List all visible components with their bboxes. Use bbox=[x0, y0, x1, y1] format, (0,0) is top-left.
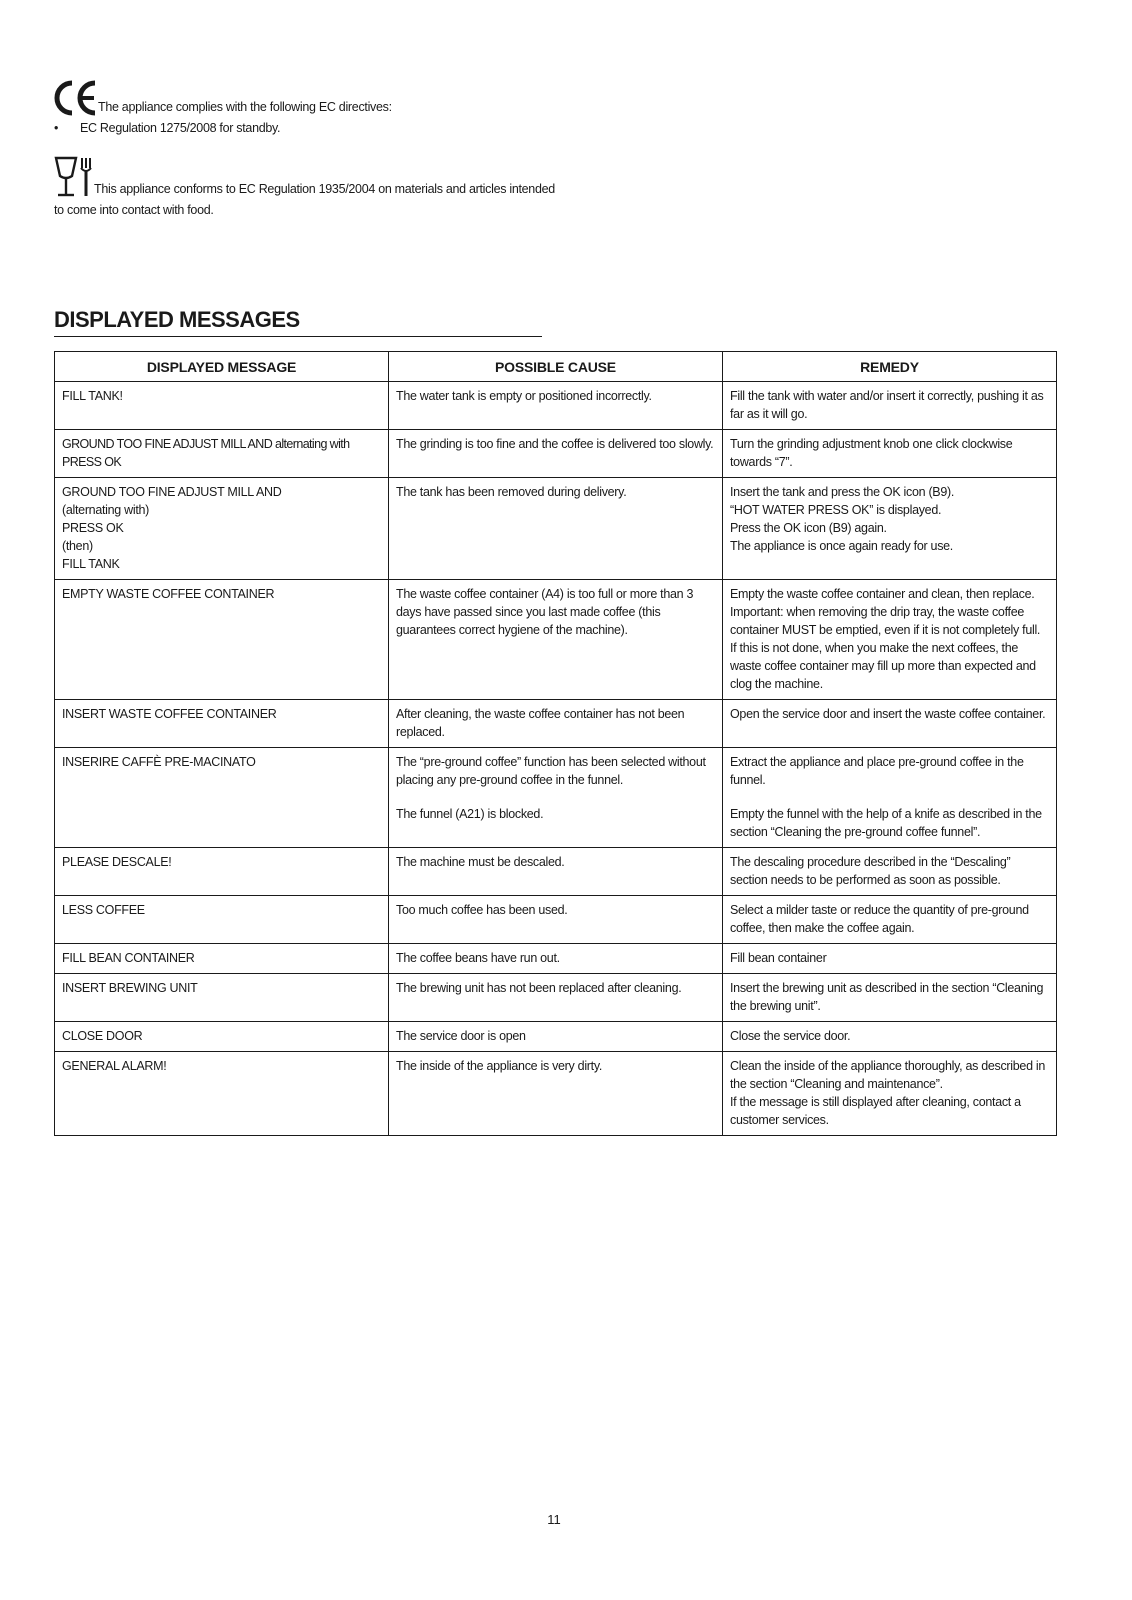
table-row bbox=[55, 848, 1057, 896]
table-row bbox=[55, 1052, 1057, 1136]
remedy-cell: Empty the waste coffee container and clean, then replace. Important: when removing the drip tray, the waste coffee container MUST be emptied, even if it is not completely full. If this is not done, when you make the next coffees, the waste coffee container may fill up more than expected and clog the machine. bbox=[723, 580, 1057, 700]
message-cell: INSERIRE CAFFÈ PRE-MACINATO bbox=[55, 748, 389, 848]
remedy-cell: Fill the tank with water and/or insert it correctly, pushing it as far as it will go. bbox=[723, 382, 1057, 430]
cause-cell: Too much coffee has been used. bbox=[389, 896, 723, 944]
message-cell: LESS COFFEE bbox=[55, 896, 389, 944]
table-row bbox=[55, 580, 1057, 700]
remedy-text-secondary: Empty the funnel with the help of a knife as described in the section “Cleaning the pre-ground coffee funnel”. bbox=[730, 807, 1042, 839]
remedy-cell: Fill bean container bbox=[723, 944, 1057, 974]
remedy-cell: Select a milder taste or reduce the quantity of pre-ground coffee, then make the coffee again. bbox=[723, 896, 1057, 944]
message-cell: FILL TANK! bbox=[55, 382, 389, 430]
cause-cell: The coffee beans have run out. bbox=[389, 944, 723, 974]
remedy-cell bbox=[723, 748, 1057, 848]
ce-mark-icon bbox=[54, 80, 98, 116]
section-title: DISPLAYED MESSAGES bbox=[54, 306, 542, 337]
food-text-line1: This appliance conforms to EC Regulation 1935/2004 on materials and articles intended bbox=[94, 182, 555, 196]
cause-cell bbox=[389, 748, 723, 848]
message-cell: GROUND TOO FINE ADJUST MILL AND alternating with PRESS OK bbox=[55, 430, 389, 478]
remedy-text: Extract the appliance and place pre-ground coffee in the funnel. bbox=[730, 755, 1024, 787]
table-row bbox=[55, 896, 1057, 944]
cause-cell: The grinding is too fine and the coffee is delivered too slowly. bbox=[389, 430, 723, 478]
table-row bbox=[55, 430, 1057, 478]
ce-bullet-item bbox=[54, 120, 754, 136]
table-row bbox=[55, 944, 1057, 974]
remedy-cell: The descaling procedure described in the “Descaling” section needs to be performed as soon as possible. bbox=[723, 848, 1057, 896]
displayed-messages-table bbox=[54, 351, 1057, 1136]
table-row bbox=[55, 748, 1057, 848]
cause-text-secondary: The funnel (A21) is blocked. bbox=[396, 807, 544, 821]
cause-cell: After cleaning, the waste coffee container has not been replaced. bbox=[389, 700, 723, 748]
table-row bbox=[55, 382, 1057, 430]
food-contact-notice bbox=[54, 154, 754, 218]
message-cell: EMPTY WASTE COFFEE CONTAINER bbox=[55, 580, 389, 700]
cause-text: The “pre-ground coffee” function has been selected without placing any pre-ground coffee in the funnel. bbox=[396, 755, 706, 787]
bullet-dot: • bbox=[54, 121, 59, 135]
table-header-row bbox=[55, 352, 1057, 382]
food-text-line2: to come into contact with food. bbox=[54, 203, 214, 217]
table-row bbox=[55, 1022, 1057, 1052]
message-cell: PLEASE DESCALE! bbox=[55, 848, 389, 896]
remedy-cell: Clean the inside of the appliance thoroughly, as described in the section “Cleaning and maintenance”. If the message is still displayed after cleaning, contact a customer services. bbox=[723, 1052, 1057, 1136]
message-cell: INSERT WASTE COFFEE CONTAINER bbox=[55, 700, 389, 748]
message-cell: CLOSE DOOR bbox=[55, 1022, 389, 1052]
cause-cell: The inside of the appliance is very dirty. bbox=[389, 1052, 723, 1136]
ce-bullet-text: EC Regulation 1275/2008 for standby. bbox=[80, 121, 281, 135]
remedy-cell: Insert the brewing unit as described in the section “Cleaning the brewing unit”. bbox=[723, 974, 1057, 1022]
cause-cell: The service door is open bbox=[389, 1022, 723, 1052]
table-row bbox=[55, 700, 1057, 748]
header-displayed-message: DISPLAYED MESSAGE bbox=[55, 352, 389, 382]
cause-cell: The machine must be descaled. bbox=[389, 848, 723, 896]
cause-cell: The brewing unit has not been replaced after cleaning. bbox=[389, 974, 723, 1022]
message-cell: INSERT BREWING UNIT bbox=[55, 974, 389, 1022]
food-contact-glass-fork-icon bbox=[54, 156, 94, 198]
food-line bbox=[54, 154, 754, 198]
header-possible-cause: POSSIBLE CAUSE bbox=[389, 352, 723, 382]
table-row bbox=[55, 478, 1057, 580]
message-cell: FILL BEAN CONTAINER bbox=[55, 944, 389, 974]
remedy-cell: Insert the tank and press the OK icon (B9). “HOT WATER PRESS OK” is displayed. Press the OK icon (B9) again. The appliance is once again ready for use. bbox=[723, 478, 1057, 580]
cause-cell: The tank has been removed during delivery. bbox=[389, 478, 723, 580]
ce-text: The appliance complies with the following EC directives: bbox=[98, 100, 392, 114]
remedy-cell: Turn the grinding adjustment knob one click clockwise towards “7”. bbox=[723, 430, 1057, 478]
remedy-cell: Close the service door. bbox=[723, 1022, 1057, 1052]
header-remedy: REMEDY bbox=[723, 352, 1057, 382]
message-cell: GENERAL ALARM! bbox=[55, 1052, 389, 1136]
cause-cell: The water tank is empty or positioned incorrectly. bbox=[389, 382, 723, 430]
page-number: 11 bbox=[547, 1512, 561, 1527]
cell-spacer bbox=[396, 789, 715, 805]
cause-cell: The waste coffee container (A4) is too full or more than 3 days have passed since you last made coffee (this guarantees correct hygiene of the machine). bbox=[389, 580, 723, 700]
ce-line bbox=[54, 78, 754, 116]
remedy-cell: Open the service door and insert the waste coffee container. bbox=[723, 700, 1057, 748]
ce-compliance-notice bbox=[54, 78, 754, 136]
message-cell: GROUND TOO FINE ADJUST MILL AND (alternating with) PRESS OK (then) FILL TANK bbox=[55, 478, 389, 580]
table-row bbox=[55, 974, 1057, 1022]
cell-spacer bbox=[730, 789, 1049, 805]
